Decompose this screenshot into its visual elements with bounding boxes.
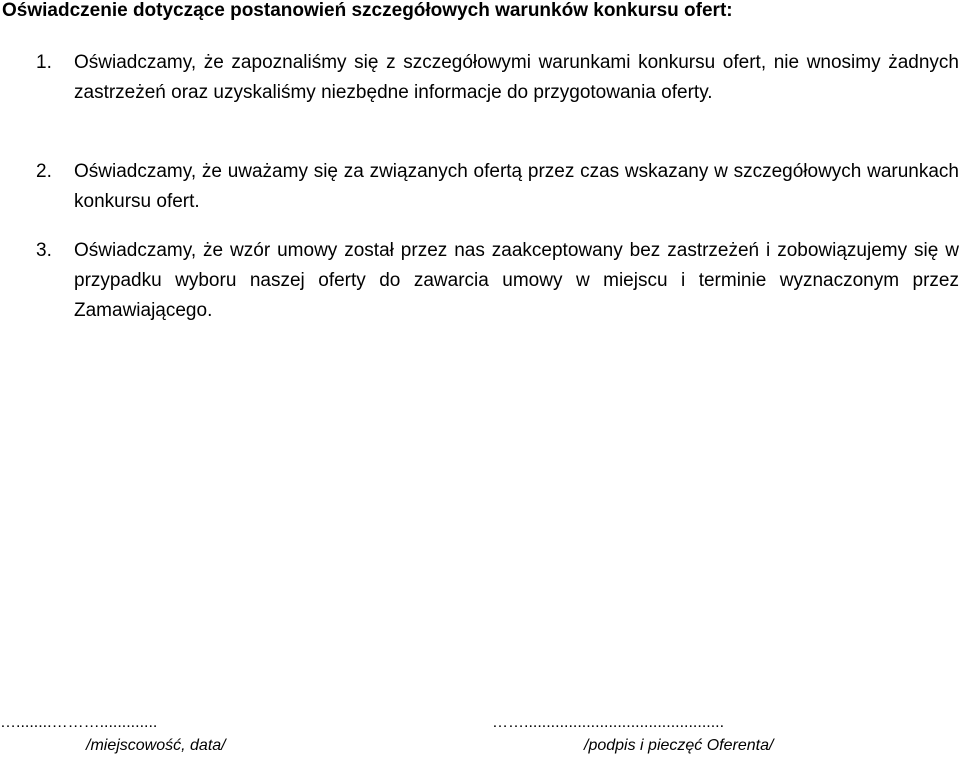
statement-text-3: Oświadczamy, że wzór umowy został przez nas zaakceptowany bez zastrzeżeń i zobowiązujemy się w przypadku wyboru naszej oferty do zawarcia umowy w miejscu i terminie wyznaczonym przez Zamawiającego. [74, 240, 959, 321]
statement-text-1: Oświadczamy, że zapoznaliśmy się z szczegółowymi warunkami konkursu ofert, nie wnosimy żadnych zastrzeżeń oraz uzyskaliśmy niezbędne informacje do przygotowania oferty. [74, 52, 959, 103]
statement-item-3 [36, 236, 959, 326]
statement-number-1: 1. [36, 52, 52, 73]
statement-number-2: 2. [36, 161, 52, 182]
statement-text-2: Oświadczamy, że uważamy się za związanych ofertą przez czas wskazany w szczegółowych warunkach konkursu ofert. [74, 161, 959, 212]
signature-stamp-caption: /podpis i pieczęć Oferenta/ [584, 737, 774, 754]
statement-item-1 [36, 48, 959, 108]
place-date-caption: /miejscowość, data/ [86, 737, 226, 754]
statement-number-3: 3. [36, 240, 52, 261]
place-date-signature-line: …........………............. [0, 714, 158, 731]
document-heading: Oświadczenie dotyczące postanowień szczegółowych warunków konkursu ofert: [2, 0, 733, 21]
stamp-signature-line: ……............................................. [492, 714, 725, 731]
statement-item-2 [36, 157, 959, 217]
